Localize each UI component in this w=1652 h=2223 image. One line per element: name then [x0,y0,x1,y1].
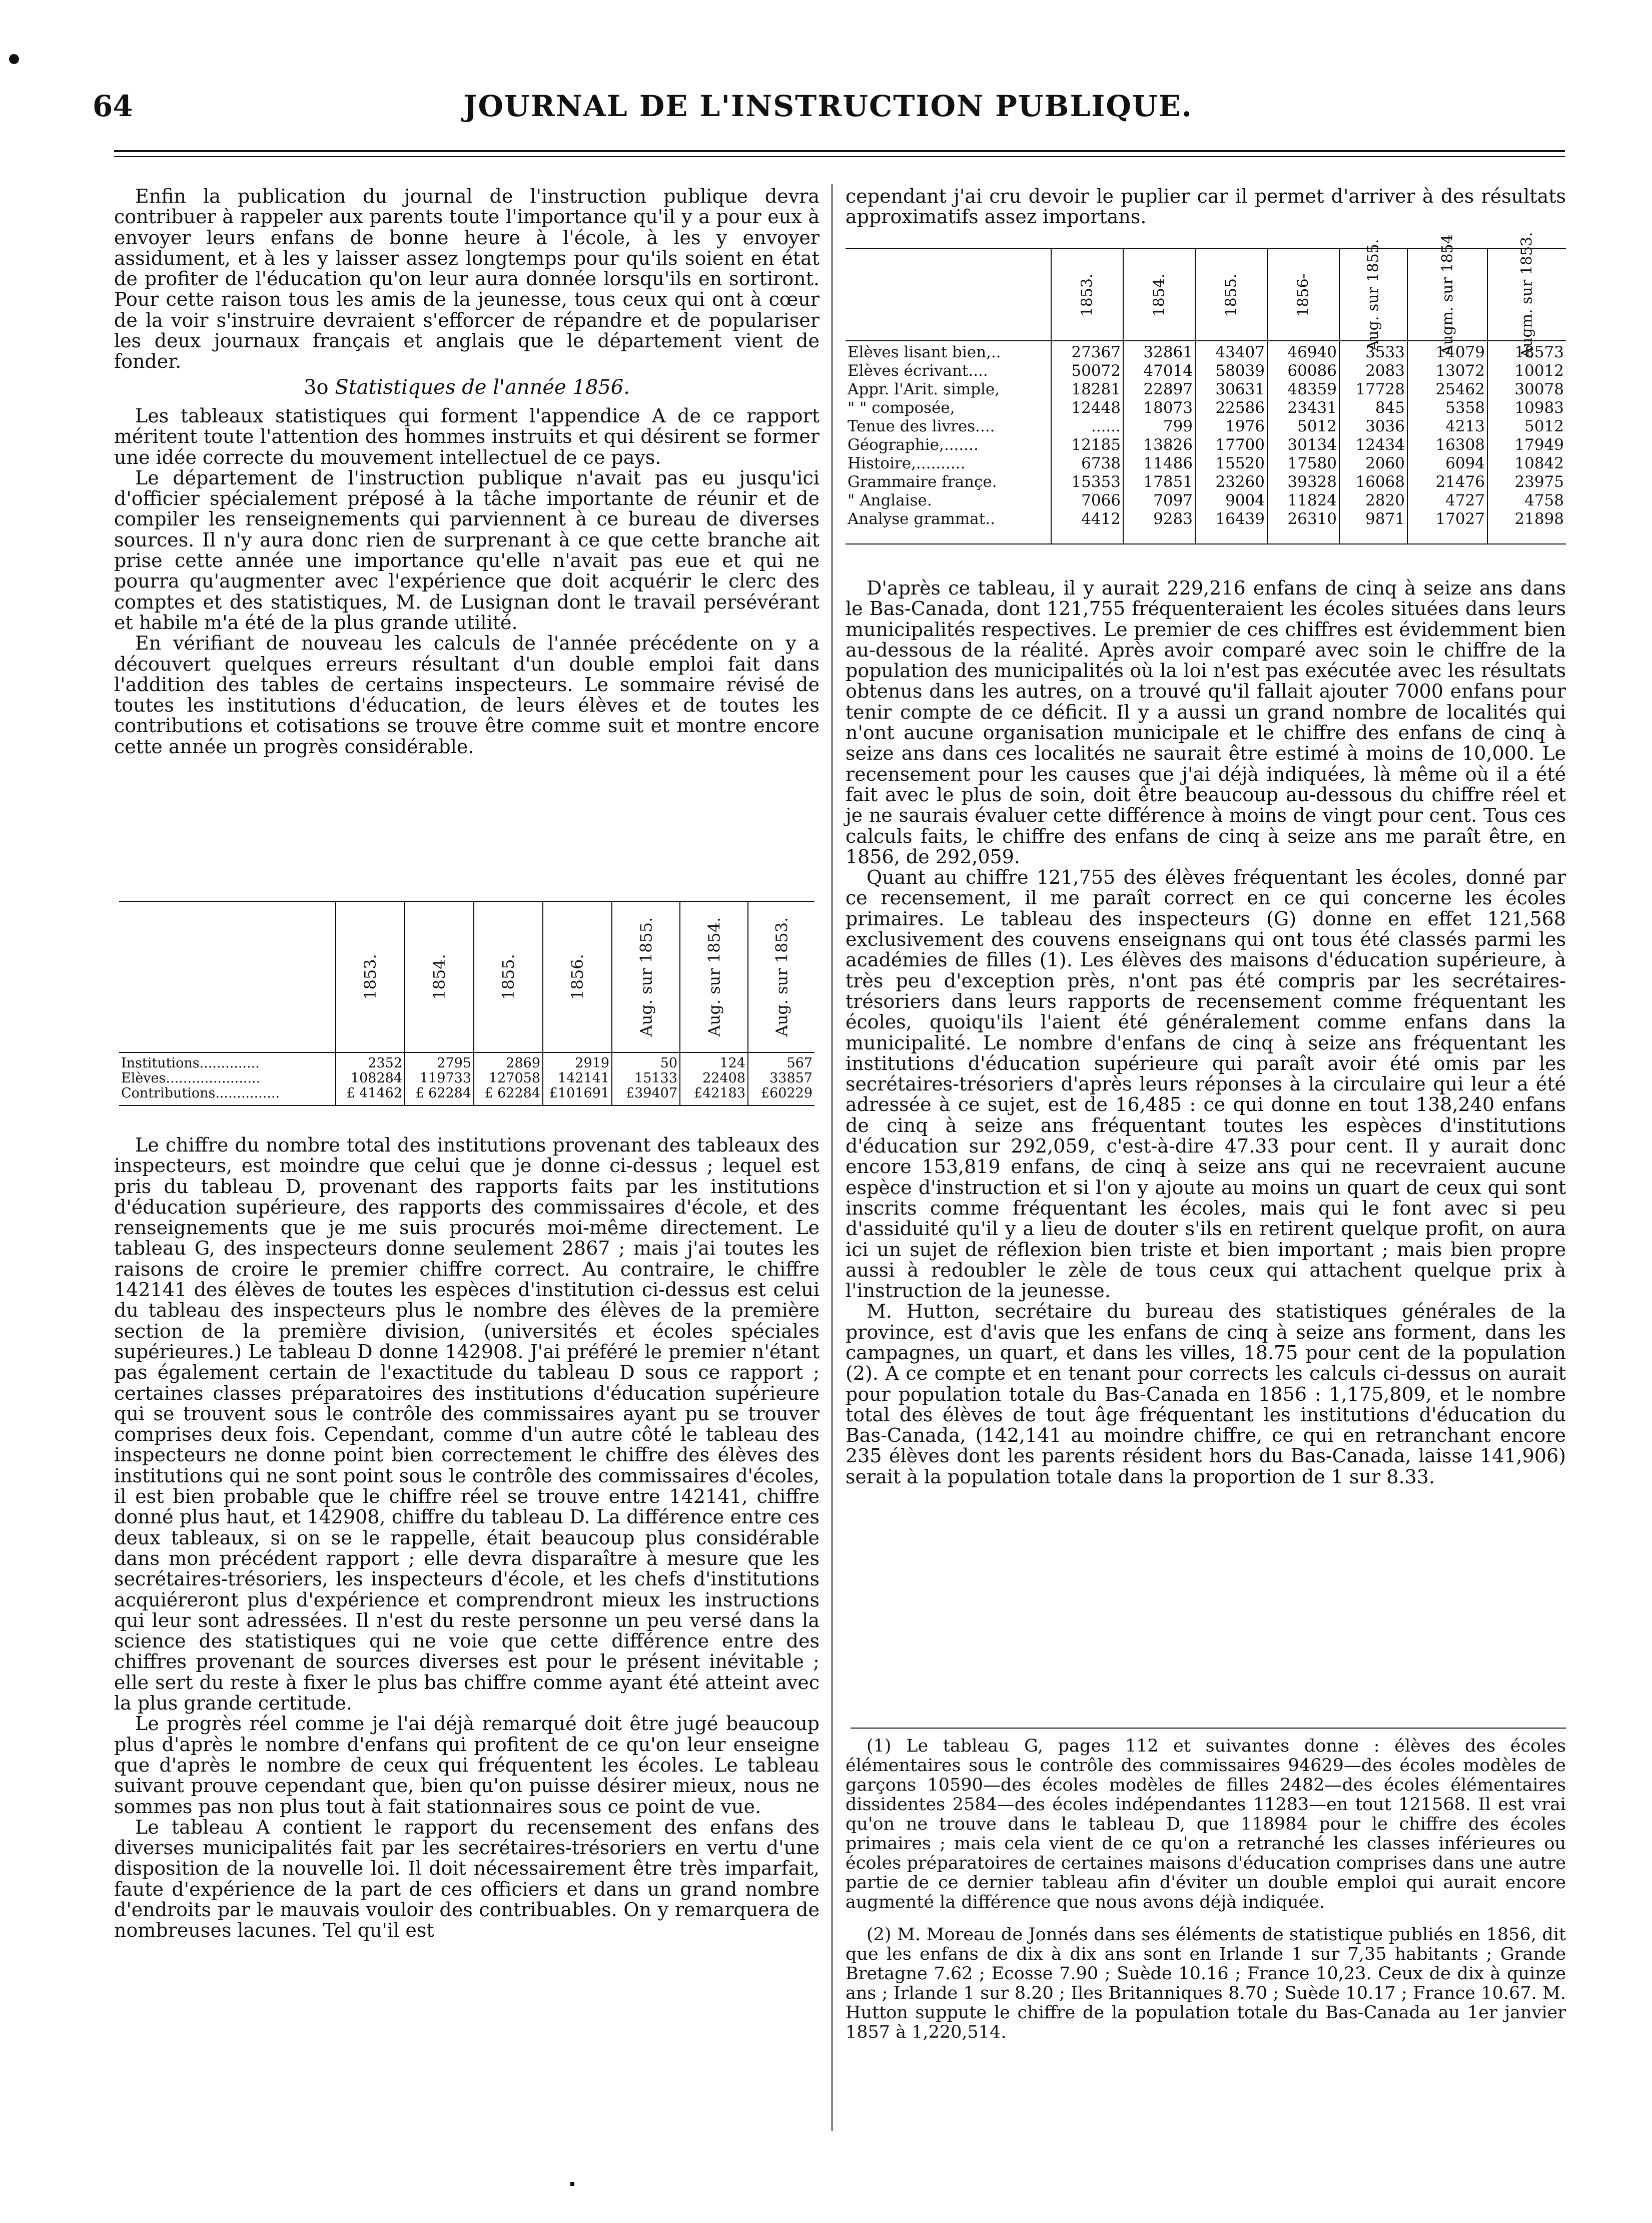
table-cell: 5012 [1524,417,1564,435]
column-header: 1856. [567,954,587,1000]
table-cell: 22408 [702,1070,745,1086]
row-label: Grammaire françe. [848,473,997,491]
table-cell: 30631 [1215,380,1265,398]
paragraph: En vérifiant de nouveau les calculs de l'année précédente on y a découvert quelques erreurs résultant d'un double emploi fait dans l'addition des tables de certains inspecteurs. Le sommaire révisé de toutes les institutions d'éducation, de leurs élèves et de toutes les contributions et cotisations se trouve être comme suit et montre encore cette année un progrès considérable. [114,632,819,758]
table-cell: 12448 [1071,399,1121,417]
table-cell: £39407 [625,1085,677,1101]
section-heading [114,377,819,398]
table-cell: 43407 [1215,343,1265,361]
paragraph: Enfin la publication du journal de l'instruction publique devra contribuer à rappeler aux parents toute l'importance qu'il y a pour eux à envoyer leurs enfans de bonne heure à l'école, à les y envoyer assidument, et à les y laisser assez longtemps pour qu'ils soient en état de profiter de l'éducation qu'on leur aura donnée lorsqu'ils en sortiront. Pour cette raison tous les amis de la jeunesse, tous ceux qui ont à cœur de la voir s'instruire devraient s'efforcer de répandre et de populariser les deux journaux français et anglais que le département vient de fonder. [114,185,819,373]
table-cell: 567 [786,1055,812,1071]
table-cell: 18281 [1071,380,1121,398]
table-cell: £ 62284 [415,1085,471,1101]
paragraph: Le progrès réel comme je l'ai déjà remarqué doit être jugé beaucoup plus d'après le nombre d'enfans qui profitent de ce qu'on leur enseigne que d'après le nombre de ceux qui fréquentent les écoles. Le tableau suivant prouve cependant que, bien qu'on puisse désirer mieux, nous ne sommes pas non plus tout à fait stationnaires sous ce point de vue. [114,1713,819,1818]
subjects-table [846,231,1566,544]
table-cell: 1976 [1225,417,1265,435]
table-cell: 2352 [368,1055,402,1071]
table-cell: 16068 [1355,473,1405,491]
paragraph: Quant au chiffre 121,755 des élèves fréquentant les écoles, donné par ce recensement, il me paraît correct en ce qui concerne les écoles primaires. Le tableau des inspecteurs (G) donne en effet 121,568 exclusivement des couvens enseignans qui ont tous été classés parmi les académies de filles (1). Les élèves des maisons d'éducation supérieure, à très peu d'exception près, n'ont pas été compris par les secrétaires-trésoriers dans leurs rapports de recensement comme fréquentant les écoles, quoiqu'ils l'aient été généralement comme enfans dans la municipalité. Le nombre d'enfans de cinq à seize ans fréquentant les institutions d'éducation supérieure qui paraît avoir été omis par les secrétaires-trésoriers d'après leurs réponses à la circulaire qui leur a été adressée à ce sujet, est de 16,485 : ce qui donne en tout 138,240 enfans de cinq à seize ans fréquentant toutes les espèces d'institutions d'éducation sur 292,059, c'est-à-dire 47.33 pour cent. Il y aurait donc encore 153,819 enfans, de cinq à seize ans qui ne recevraient aucune espèce d'instruction et si l'on y ajoute au moins un quart de ceux qui sont inscrits comme fréquentant les écoles, mais qui le font avec si peu d'assiduité qu'il y a lieu de douter s'ils en retirent quelque profit, on aura ici un sujet de réflexion bien triste et bien important ; mais bien propre aussi à redoubler le zèle de tous ceux qui attachent quelque prix à l'instruction de la jeunesse. [846,866,1566,1302]
table-cell: 142141 [557,1070,609,1086]
table-row [846,417,1566,436]
table-cell: 26310 [1287,510,1337,528]
table-cell: 22897 [1143,380,1193,398]
page-mark [570,2182,574,2186]
paragraph: Le chiffre du nombre total des institutions provenant des tableaux des inspecteurs, est moindre que celui que je donne ci-dessus ; lequel est pris du tableau D, provenant des rapports faits par les institutions d'éducation supérieure, des rapports des commissaires d'école, et des renseignements que je me suis procurés moi-même directement. Le tableau G, des inspecteurs donne seulement 2867 ; mais j'ai toutes les raisons de croire le premier chiffre correct. Au contraire, le chiffre 142141 des élèves de toutes les espèces d'institution ci-dessus est celui du tableau des inspecteurs plus le nombre des élèves de la première section de la première division, (universités et écoles spéciales supérieures.) Le tableau D donne 142908. J'ai préféré le premier n'étant pas également certain de l'exactitude du tableau D sous ce rapport ; certaines classes préparatoires des institutions d'éducation supérieure qui se trouvent sous le contrôle des commissaires ayant pu se trouver comprises deux fois. Cependant, comme d'un autre côté le tableau des inspecteurs ne donne point bien correctement le chiffre des élèves des institutions qui ne sont point sous le contrôle des commissaires d'écoles, il est bien probable que le chiffre réel se trouve entre 142141, chiffre donné plus haut, et 142908, chiffre du tableau D. La différence entre ces deux tableaux, si on se le rappelle, était beaucoup plus considérable dans mon précédent rapport ; elle devra disparaître à mesure que les secrétaires-trésoriers, les inspecteurs d'école, et les chefs d'institutions acquiéreront plus d'expérience et comprendront mieux les instructions qui leur sont adressées. Il n'est du reste personne un peu versé dans la science des statistiques qui ne voie que cette différence entre des chiffres provenant de sources diverses est pour le présent inévitable ; elle sert du reste à fixer le plus bas chiffre comme ayant été atteint avec la plus grande certitude. [114,1134,819,1715]
table-cell: 4758 [1524,491,1564,509]
journal-title: JOURNAL DE L'INSTRUCTION PUBLIQUE. [463,89,1193,123]
table-cell: 2060 [1365,454,1405,472]
table-cell: 17700 [1215,436,1265,454]
row-label: Institutions.............. [121,1055,260,1071]
table-cell: 5358 [1445,399,1485,417]
table-cell: 4727 [1445,491,1485,509]
table-cell: £101691 [549,1085,609,1101]
header-rule-thick [114,150,1565,152]
footnote-rule [851,1728,1566,1729]
left-column-top [114,186,819,757]
table-cell: £ 41462 [346,1085,402,1101]
row-label: Elèves...................... [121,1070,261,1086]
table-cell: 12185 [1071,436,1121,454]
table-row [846,510,1566,528]
page-number: 64 [93,89,133,123]
table-cell: 58039 [1215,362,1265,380]
footnote: (1) Le tableau G, pages 112 et suivantes donne : élèves des écoles élémentaires sous le contrôle des commissaires 94629—des écoles modèles de garçons 10590—des écoles modèles de filles 2482—des écoles élémentaires dissidentes 2584—des écoles indépendantes 11283—en tout 121568. Il est vrai qu'on ne trouve dans le tableau D, que 118984 pour le chiffre des écoles primaires ; mais cela vient de ce qu'on a retranché les classes inférieures ou écoles préparatoires de certaines maisons d'éducation comprises dans une autre partie de ce dernier tableau afin d'éviter un double emploi qui aurait encore augmenté la différence que nous avons déjà indiquée. [846,1736,1566,1912]
table-row [846,454,1566,473]
column-header: 1854. [1150,273,1168,316]
column-header: 1856- [1294,273,1312,317]
table-cell: 10842 [1514,454,1564,472]
table-cell: 17851 [1143,473,1193,491]
header-rule-thin [114,156,1565,157]
table-cell: 127058 [488,1070,540,1086]
table-row [119,1056,814,1071]
table-cell: 32861 [1143,343,1193,361]
table-cell: 845 [1375,399,1405,417]
table-cell: 18073 [1143,399,1193,417]
institutions-table [119,901,814,1106]
table-cell: 46940 [1287,343,1337,361]
column-header: Aug. sur 1853. [772,917,791,1037]
right-column-top [846,186,1566,228]
table-row [846,436,1566,454]
table-cell: £42183 [693,1085,745,1101]
table-cell: 2795 [437,1055,471,1071]
table-cell: 17728 [1355,380,1405,398]
table-cell: 18573 [1514,343,1564,361]
heading-text: Statistiques de l'année 1856. [335,375,630,399]
row-label: Tenue des livres.... [848,417,995,435]
table-cell: 15353 [1071,473,1121,491]
table-cell: 60086 [1287,362,1337,380]
table-row [846,473,1566,491]
row-label: Géographie,....... [848,436,979,454]
table-cell: 124 [719,1055,745,1071]
table-cell: 14079 [1435,343,1485,361]
table-cell: 21898 [1514,510,1564,528]
table-cell: 16308 [1435,436,1485,454]
page-header [93,89,1563,134]
table-cell: 23431 [1287,399,1337,417]
row-label: " " composée, [848,399,955,417]
table-cell: 15133 [634,1070,677,1086]
table-cell: 30078 [1514,380,1564,398]
table-cell: 799 [1163,417,1193,435]
table-row [846,343,1566,362]
table-cell: 11824 [1287,491,1337,509]
table-row [846,491,1566,510]
table-header [119,902,814,1053]
table-cell: 13826 [1143,436,1193,454]
footnote: (2) M. Moreau de Jonnés dans ses éléments de statistique publiés en 1856, dit que les enfans de dix à dix ans sont en Irlande 1 sur 7,35 habitants ; Grande Bretagne 7.62 ; Ecosse 7.90 ; Suède 10.16 ; France 10,23. Ceux de dix à quinze ans ; Irlande 1 sur 8.20 ; Iles Britanniques 8.70 ; Suède 10.17 ; France 10.67. M. Hutton suppute le chiffre de la population totale du Bas-Canada au 1er janvier 1857 à 1,220,514. [846,1925,1566,2042]
table-cell: £60229 [760,1085,812,1101]
footnotes [846,1737,1566,2055]
column-header: 1855. [498,954,518,1000]
table-cell: £ 62284 [484,1085,540,1101]
heading-number: 3o [304,375,329,399]
table-cell: 10983 [1514,399,1564,417]
column-header: 1855. [1222,273,1240,316]
table-cell: 22586 [1215,399,1265,417]
column-header: Aug. sur 1854. [704,917,723,1037]
table-cell: 9871 [1365,510,1405,528]
table-cell: 13072 [1435,362,1485,380]
table-cell: 23260 [1215,473,1265,491]
paragraph: Le département de l'instruction publique n'avait pas eu jusqu'ici d'officier spécialement préposé à la tâche importante de réunir et de compiler les renseignements qui parviennent à ce bureau de diverses sources. Il n'y aura donc rien de surprenant à ce que cette branche ait prise cette année une importance qu'elle n'avait pas eue et qui ne pourra qu'augmenter avec l'expérience que doit acquérir le clerc des comptes et des statistiques, M. de Lusignan dont le travail persévérant et habile m'a été de la plus grande utilité. [114,466,819,634]
table-cell: 11486 [1143,454,1193,472]
left-column-bottom [114,1135,819,1941]
table-cell: 6738 [1081,454,1121,472]
row-label: " Anglaise. [848,491,932,509]
table-cell: 27367 [1071,343,1121,361]
table-row [846,380,1566,399]
row-label: Histoire,.......... [848,454,966,472]
table-cell: ...... [1091,417,1121,435]
table-cell: 17580 [1287,454,1337,472]
column-header: Aug. sur 1855. [636,917,655,1037]
table-row [846,399,1566,417]
table-cell: 7066 [1081,491,1121,509]
table-cell: 5012 [1297,417,1337,435]
table-cell: 4213 [1445,417,1485,435]
column-divider [832,184,833,2131]
table-cell: 4412 [1081,510,1121,528]
column-header: Augm. sur 1853. [1518,231,1536,358]
paragraph: Le tableau A contient le rapport du recensement des enfans des diverses municipalités fait par les secrétaires-trésoriers en vertu d'une disposition de la nouvelle loi. Il doit nécessairement être très imparfait, faute d'expérience de la part de ces officiers et dans un grand nombre d'endroits par le mauvais vouloir des contribuables. On y remarquera de nombreuses lacunes. Tel qu'il est [114,1816,819,1942]
column-header: 1854. [429,954,449,1000]
table-cell: 17027 [1435,510,1485,528]
table-cell: 2083 [1365,362,1405,380]
column-header: 1853. [1078,273,1096,316]
paragraph: D'après ce tableau, il y aurait 229,216 enfans de cinq à seize ans dans le Bas-Canada, dont 121,755 fréquenteraient les écoles situées dans leurs municipalités respectives. Le premier de ces chiffres est évidemment bien au-dessous de la réalité. Après avoir comparé avec soin le chiffre de la population des municipalités où la loi n'est pas exécutée avec les résultats obtenus dans les autres, on a trouvé qu'il fallait ajouter 7000 enfans pour tenir compte de ce déficit. Il y a aussi un grand nombre de localités qui n'ont aucune organisation municipale et le chiffre des enfans de cinq à seize ans dans ces localités ne saurait être estimé à moins de 10,000. Le recensement pour les causes que j'ai déjà indiquées, là même où il a été fait avec le plus de soin, doit être beaucoup au-dessous du chiffre réel et je ne saurais évaluer cette différence à moins de vingt pour cent. Tous ces calculs faits, le chiffre des enfans de cinq à seize ans me paraît être, en 1856, de 292,059. [846,577,1566,868]
table-row [119,1071,814,1086]
column-header: 1853. [360,954,380,1000]
table-cell: 33857 [769,1070,812,1086]
table-cell: 39328 [1287,473,1337,491]
row-label: Elèves écrivant.... [848,362,988,380]
table-cell: 108284 [350,1070,402,1086]
table-cell: 9283 [1153,510,1193,528]
table-cell: 23975 [1514,473,1564,491]
table-cell: 16439 [1215,510,1265,528]
paragraph: Les tableaux statistiques qui forment l'appendice A de ce rapport méritent toute l'attention des hommes instruits et qui désirent se former une idée correcte du mouvement intellectuel de ce pays. [114,404,819,468]
paragraph: M. Hutton, secrétaire du bureau des statistiques générales de la province, est d'avis que les enfans de cinq à seize ans forment, dans les campagnes, un quart, et dans les villes, 18.75 pour cent de la population (2). A ce compte et en tenant pour corrects les calculs ci-dessus on aurait pour population totale du Bas-Canada en 1856 : 1,175,809, et le nombre total des élèves de tout âge fréquentant les institutions d'éducation du Bas-Canada, (142,141 au moindre chiffre, ce qui en retranchant encore 235 élèves dont les parents résident hors du Bas-Canada, laisse 141,906) serait à la population totale dans la proportion de 1 sur 8.33. [846,1300,1566,1488]
table-cell: 2820 [1365,491,1405,509]
table-cell: 47014 [1143,362,1193,380]
table-cell: 25462 [1435,380,1485,398]
row-label: Analyse grammat.. [848,510,995,528]
table-cell: 2919 [575,1055,609,1071]
table-cell: 3036 [1365,417,1405,435]
table-cell: 15520 [1215,454,1265,472]
paragraph: cependant j'ai cru devoir le puplier car il permet d'arriver à des résultats approximatifs assez importans. [846,185,1566,228]
row-label: Contributions............... [121,1085,280,1101]
table-cell: 9004 [1225,491,1265,509]
table-cell: 50072 [1071,362,1121,380]
table-cell: 10012 [1514,362,1564,380]
column-header: Augm. sur 1854 [1438,234,1456,356]
row-label: Appr. l'Arit. simple, [848,380,1000,398]
table-cell: 3533 [1365,343,1405,361]
table-cell: 119733 [419,1070,471,1086]
table-row [846,362,1566,380]
table-cell: 12434 [1355,436,1405,454]
bullet-mark [9,54,19,64]
column-header: Aug. sur 1855. [1364,239,1382,351]
table-cell: 50 [660,1055,677,1071]
table-cell: 2869 [506,1055,540,1071]
right-column-bottom [846,578,1566,1487]
table-cell: 7097 [1153,491,1193,509]
table-cell: 17949 [1514,436,1564,454]
table-cell: 21476 [1435,473,1485,491]
table-cell: 48359 [1287,380,1337,398]
table-cell: 30134 [1287,436,1337,454]
table-row [119,1086,814,1101]
row-label: Elèves lisant bien,.. [848,343,1001,361]
table-cell: 6094 [1445,454,1485,472]
